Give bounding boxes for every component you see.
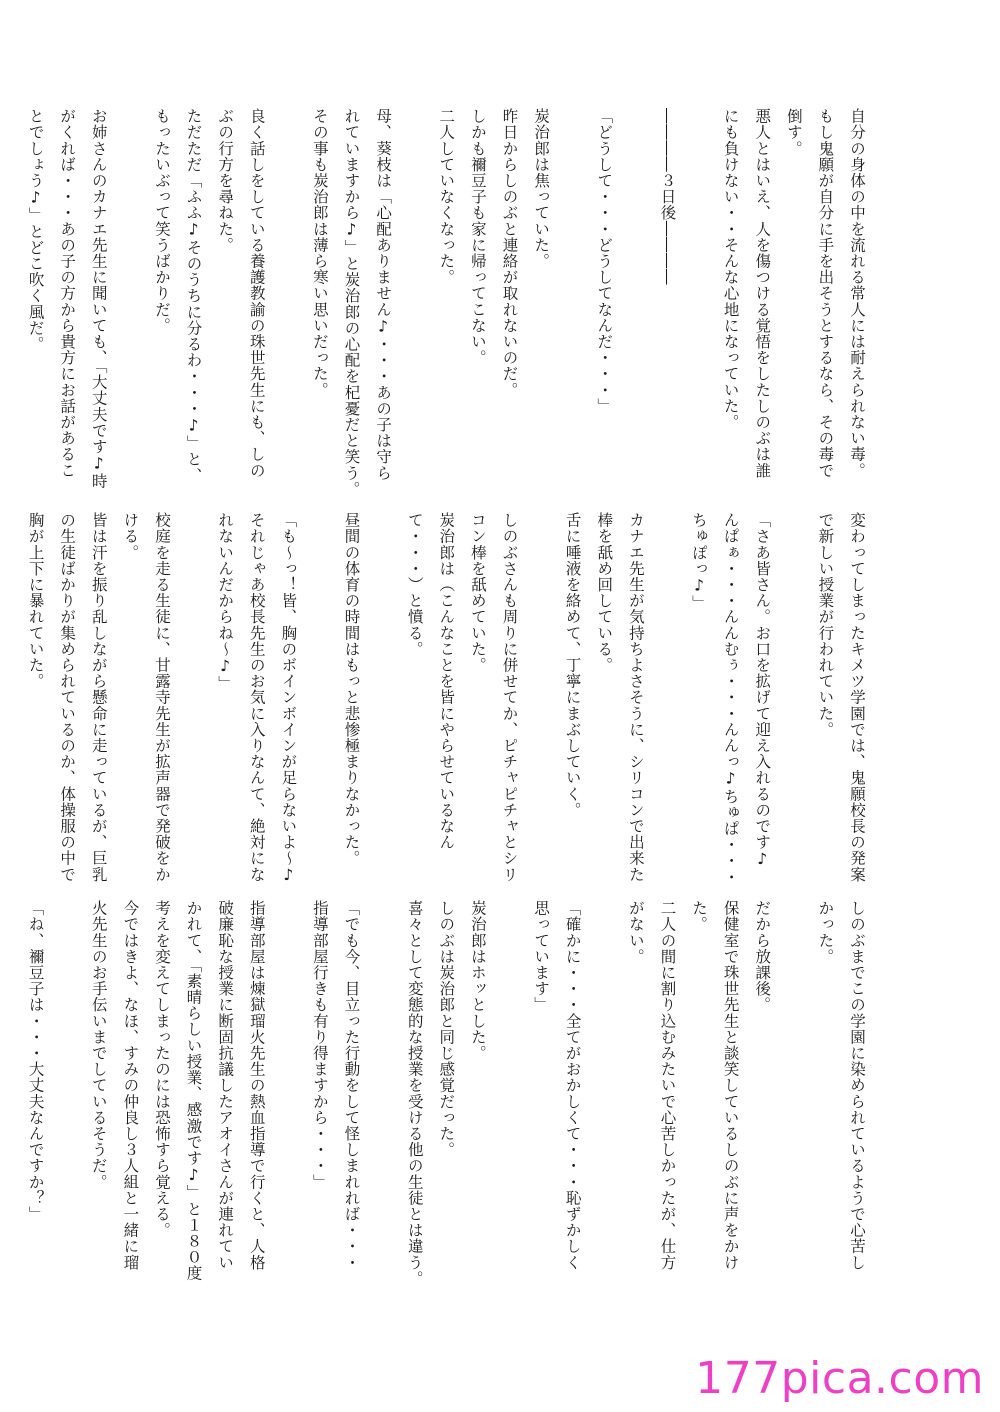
text-line: もし鬼願が自分に手を出そうとするなら、その毒で <box>816 108 835 479</box>
text-line: ぶの行方を尋ねた。 <box>216 108 235 253</box>
text-line <box>682 108 714 508</box>
text-line: かった。 <box>816 900 835 965</box>
text-line: カナエ先生が気持ちよさそうに、シリコンで出来た <box>626 512 645 883</box>
text-line: しのぶは炭治郎と同じ感覚だった。 <box>437 900 456 1158</box>
text-line: 倒す。 <box>784 108 803 157</box>
text-line: 舌に唾液を絡めて、丁寧にまぶしていく。 <box>563 512 582 818</box>
text-line: 変わってしまったキメツ学園では、鬼願校長の発案 <box>848 512 866 883</box>
text-line: んぱぁ・・・んんむぅ・・・んんっ♪ちゅぱ・・・ <box>721 512 740 885</box>
text-line: 二人していなくなった。 <box>437 108 456 286</box>
text-line: 指導部屋行きも有り得ますから・・・」 <box>310 900 329 1190</box>
text-block-bottom <box>26 900 872 1300</box>
text-line <box>524 512 556 890</box>
text-line: で新しい授業が行われていた。 <box>816 512 835 738</box>
text-line: だから放課後。 <box>753 900 772 1013</box>
text-line: コン棒を舐めていた。 <box>468 512 487 673</box>
text-line: 保健室で珠世先生と談笑しているしのぶに声をかけ <box>721 900 740 1271</box>
text-line: 棒を舐め回している。 <box>595 512 614 673</box>
text-line <box>619 108 651 508</box>
text-line: 胸が上下に暴れていた。 <box>26 512 45 690</box>
text-line: 炭治郎は焦っていた。 <box>532 108 551 269</box>
text-line: 「確かに・・・全てがおかしくて・・・恥ずかしく <box>563 900 582 1271</box>
text-line: ちゅぽっ♪」 <box>690 512 709 612</box>
text-line <box>272 900 304 1300</box>
text-line <box>367 512 399 890</box>
text-line <box>556 108 588 508</box>
text-line <box>777 900 809 1300</box>
text-line <box>0 900 19 1300</box>
text-line: ――――３日後―――― <box>658 108 677 286</box>
text-line: た。 <box>690 900 709 933</box>
text-line <box>272 108 304 508</box>
text-line: 昼間の体育の時間はもっと悲惨極まりなかった。 <box>342 512 361 867</box>
text-line: 良く話しをしている養護教諭の珠世先生にも、しの <box>247 108 266 479</box>
text-line: 考えを変えてしまったのには恐怖すら覚える。 <box>152 900 171 1239</box>
text-line <box>777 512 809 890</box>
text-line: 母、葵枝は「心配ありません♪・・・あの子は守ら <box>374 108 393 481</box>
text-line: にも負けない・・そんな心地になっていた。 <box>721 108 740 430</box>
text-line <box>114 108 146 508</box>
text-line: しのぶさんも周りに併せてか、ピチャピチャとシリ <box>500 512 519 883</box>
text-line: ただただ「ふふ♪そのうちに分るわ・・・♪」と、 <box>184 108 203 484</box>
text-line: 二人の間に割り込むみたいで心苦しかったが、仕方 <box>658 900 677 1271</box>
text-line: それじゃあ校長先生のお気に入りなんて、絶対にな <box>247 512 266 883</box>
text-line: 炭治郎は（こんなことを皆にやらせているなん <box>437 512 456 851</box>
text-line: 「も〜っ！皆、胸のボインボインが足らないよ〜♪ <box>279 512 298 885</box>
text-line: 自分の身体の中を流れる常人には耐えられない毒。 <box>848 108 866 479</box>
text-line: もったいぶって笑うばかりだ。 <box>152 108 171 334</box>
text-line <box>367 900 399 1300</box>
text-line: れていますから♪」と炭治郎の心配を杞憂だと笑う。 <box>342 108 361 497</box>
text-line: 今ではきよ、なほ、すみの仲良し３人組と一緒に瑠 <box>121 900 140 1271</box>
text-line: 喜々として変態的な授業を受ける他の生徒とは違う。 <box>405 900 424 1287</box>
watermark-text: 177pica.com <box>695 1353 984 1404</box>
text-line: かれて、「素晴らしい授業、感激です♪」と１８０度 <box>184 900 203 1282</box>
text-line <box>588 900 620 1300</box>
text-line: の生徒ばかりが集められているのか、体操服の中で <box>58 512 77 883</box>
text-line <box>0 512 19 890</box>
text-line: 火先生のお手伝いまでしているそうだ。 <box>89 900 108 1190</box>
text-block-top <box>26 108 872 508</box>
text-line <box>398 108 430 508</box>
text-line: 「ね、禰豆子は・・・大丈夫なんですか？」 <box>26 900 45 1222</box>
text-line: ける。 <box>121 512 140 561</box>
text-line: 破廉恥な授業に断固抗議したアオイさんが連れてい <box>216 900 235 1271</box>
text-line: 皆は汗を振り乱しながら懸命に走っているが、巨乳 <box>89 512 108 883</box>
text-line: れないんだからね〜♪」 <box>216 512 235 692</box>
text-line: 昨日からしのぶと連絡が取れないのだ。 <box>500 108 519 398</box>
text-line: て・・・）と憤る。 <box>405 512 424 657</box>
text-line: 指導部屋は煉獄瑠火先生の熱血指導で行くと、人格 <box>247 900 266 1271</box>
text-line: 「さあ皆さん。お口を拡げて迎え入れるのです♪ <box>753 512 772 869</box>
text-line <box>651 512 683 890</box>
text-line: がくれば・・・あの子の方から貴方にお話があるこ <box>58 108 77 479</box>
text-line <box>51 900 83 1300</box>
text-line: しかも禰豆子も家に帰ってこない。 <box>468 108 487 366</box>
text-line: しのぶまでこの学園に染められているようで心苦し <box>848 900 866 1271</box>
text-line: 思っています」 <box>532 900 551 1013</box>
text-line: がない。 <box>626 900 645 965</box>
text-line: 炭治郎はホッとした。 <box>468 900 487 1061</box>
text-line: その事も炭治郎は薄ら寒い思いだった。 <box>310 108 329 398</box>
text-line: 「どうして・・・どうしてなんだ・・・」 <box>595 108 614 414</box>
text-line <box>0 108 19 508</box>
text-block-middle <box>26 512 872 890</box>
text-line: お姉さんのカナエ先生に聞いても、「大丈夫です♪時 <box>89 108 108 490</box>
text-line: 「でも今、目立った行動をして怪しまれれば・・・ <box>342 900 361 1271</box>
text-line: とでしょう♪」とどこ吹く風だ。 <box>26 108 45 352</box>
text-line: 悪人とはいえ、人を傷つける覚悟をしたしのぶは誰 <box>753 108 772 479</box>
text-line <box>177 512 209 890</box>
text-line: 校庭を走る生徒に、甘露寺先生が拡声器で発破をか <box>152 512 171 883</box>
text-line <box>303 512 335 890</box>
text-line <box>493 900 525 1300</box>
